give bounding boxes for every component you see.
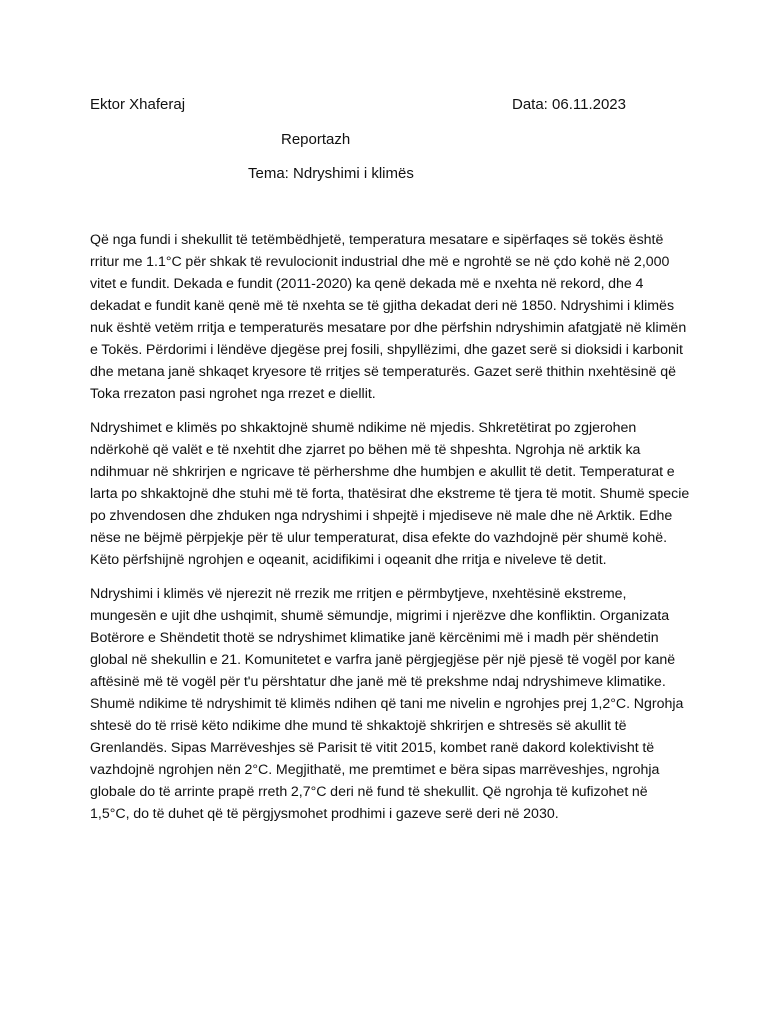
document-body xyxy=(90,229,690,837)
paragraph-1: Që nga fundi i shekullit të tetëmbëdhjetë, temperatura mesatare e sipërfaqes së tokës është rritur me 1.1°C për shkak të revulocionit industrial dhe më e ngrohtë se në çdo kohë në 2,000 vitet e fundit. Dekada e fundit (2011-2020) ka qenë dekada më e nxehta në rekord, dhe 4 dekadat e fundit kanë qenë më të nxehta se të gjitha dekadat deri në 1850. Ndryshimi i klimës nuk është vetëm rritja e temperaturës mesatare por dhe përfshin ndryshimin afatgjatë në klimën e Tokës. Përdorimi i lëndëve djegëse prej fosili, shpyllëzimi, dhe gazet serë si dioksidi i karbonit dhe metana janë shkaqet kryesore të rritjes së temperaturës. Gazet serë thithin nxehtësinë që Toka rrezaton pasi ngrohet nga rrezet e diellit. xyxy=(90,232,687,402)
paragraph-3: Ndryshimi i klimës vë njerezit në rrezik me rritjen e përmbytjeve, nxehtësinë ekstreme, mungesën e ujit dhe ushqimit, shumë sëmundje, migrimi i njerëzve dhe konfliktin. Organizata Botërore e Shëndetit thotë se ndryshimet klimatike janë kërcënimi më i madh për shëndetin global në shekullin e 21. Komunitetet e varfra janë përgjegjëse për një pjesë të vogël por kanë aftësinë më të vogël për t'u përshtatur dhe janë më të prekshme ndaj ndryshimeve klimatike. Shumë ndikime të ndryshimit të klimës ndihen që tani me nivelin e ngrohjes prej 1,2°C. Ngrohja shtesë do të rrisë këto ndikime dhe mund të shkaktojë shkrirjen e shtresës së akullit të Grenlandës. Sipas Marrëveshjes së Parisit të vitit 2015, kombet ranë dakord kolektivisht të vazhdojnë ngrohjen nën 2°C. Megjithatë, me premtimet e bëra sipas marrëveshjes, ngrohja globale do të arrinte prapë rreth 2,7°C deri në fund të shekullit. Që ngrohja të kufizohet në 1,5°C, do të duhet që të përgjysmohet prodhimi i gazeve serë deri në 2030. xyxy=(90,586,684,822)
document-topic: Tema: Ndryshimi i klimës xyxy=(248,165,414,182)
paragraph-2: Ndryshimet e klimës po shkaktojnë shumë ndikime në mjedis. Shkretëtirat po zgjerohen ndërkohë që valët e të nxehtit dhe zjarret po bëhen më të shpeshta. Ngrohja në arktik ka ndihmuar në shkrirjen e ngricave të përhershme dhe humbjen e akullit të detit. Temperaturat e larta po shkaktojnë dhe stuhi më të forta, thatësirat dhe ekstreme të tjera të motit. Shumë specie po zhvendosen dhe zhduken nga ndryshimi i shpejtë i mjediseve në male dhe në Arktik. Edhe nëse ne bëjmë përpjekje për të ulur temperaturat, disa efekte do vazhdojnë për shumë kohë. Këto përfshijnë ngrohjen e oqeanit, acidifikimi i oqeanit dhe rritja e niveleve të detit. xyxy=(90,420,690,568)
document-date: Data: 06.11.2023 xyxy=(512,96,626,113)
document-type-title: Reportazh xyxy=(281,131,351,148)
author-name: Ektor Xhaferaj xyxy=(90,96,186,113)
